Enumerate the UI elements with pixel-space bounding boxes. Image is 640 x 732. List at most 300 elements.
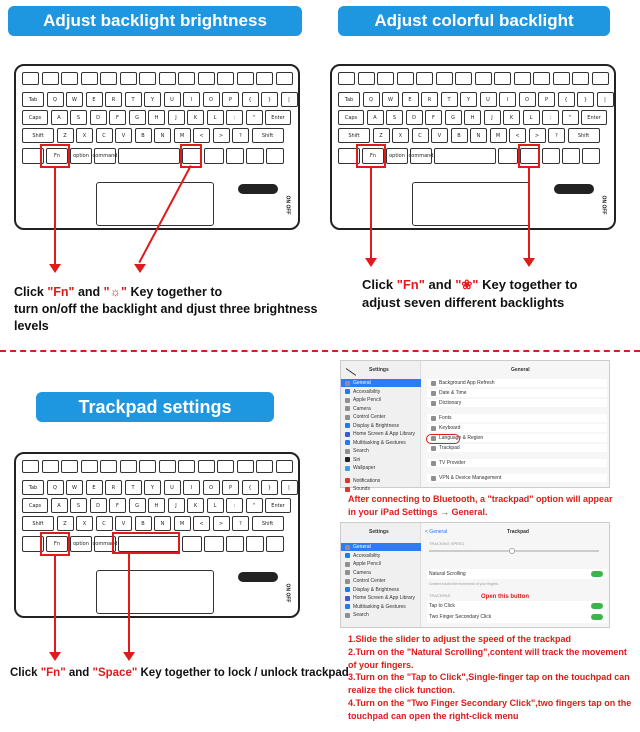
key-y: Y [460,92,477,107]
general-item-label: Dictionary [439,400,462,406]
sidebar-item[interactable] [341,430,421,438]
command-key: command [410,148,432,164]
key-u: U [164,92,181,107]
settings-icon [345,596,350,601]
sidebar-item-label: Display & Brightness [353,422,400,429]
key-v: V [115,128,132,143]
general-item-label: Date & Time [439,390,467,396]
function-key [217,460,234,473]
trackpad-option-highlight [426,434,460,444]
sidebar-item-label: Multitasking & Gestures [353,439,406,446]
key-d: D [90,110,107,125]
fn-key: Fn [46,148,68,164]
command-key: command [94,536,116,552]
command-key: command [94,148,116,164]
key-k: K [503,110,520,125]
key-": " [562,110,579,125]
banner-trackpad-settings: Trackpad settings [36,392,274,422]
function-key [256,72,273,85]
settings-icon [345,381,350,386]
function-key [436,72,453,85]
tap-to-click-label: Tap to Click [429,603,455,609]
function-key [81,460,98,473]
key-enter: Enter [265,110,291,125]
arrow-fn-1 [54,168,56,268]
arrow-fn-3 [54,556,56,656]
led-indicators [238,572,278,582]
function-key [120,460,137,473]
key-k: K [187,498,204,513]
general-item[interactable] [427,459,607,467]
key-c: C [96,516,113,531]
sidebar-item-label: General [353,544,371,550]
caption-backlight-brightness [14,284,334,335]
function-key [553,72,570,85]
sidebar-item[interactable] [341,422,421,430]
function-key [22,460,39,473]
sidebar-item[interactable] [341,388,421,396]
function-key [455,72,472,85]
slider-knob[interactable] [509,548,515,554]
key-}: } [577,92,594,107]
key-z: Z [373,128,390,143]
key-v: V [115,516,132,531]
sidebar-item[interactable] [341,464,421,472]
key-o: O [203,480,220,495]
arrow-head-color [523,258,535,267]
key-h: H [148,110,165,125]
sidebar-item[interactable] [341,569,421,577]
settings-icon [345,398,350,403]
settings-icon [431,461,436,466]
speed-label: TRACKING SPEED [429,541,465,546]
settings-icon [345,487,350,492]
caption-and: and [74,285,104,299]
key-q: Q [47,480,64,495]
key-t: T [125,480,142,495]
sidebar-item[interactable] [341,456,421,464]
sidebar-item-label: Camera [353,569,371,576]
key-x: X [392,128,409,143]
caption-click: Click [10,667,41,679]
key-i: I [183,92,200,107]
key-o: O [203,92,220,107]
key-|: | [597,92,614,107]
settings-icon [345,406,350,411]
key-y: Y [144,92,161,107]
caption-fn: "Fn" [40,667,66,679]
banner-backlight-brightness: Adjust backlight brightness [8,6,302,36]
key-a: A [367,110,384,125]
sidebar-item-label: Control Center [353,578,386,584]
key-n: N [154,516,171,531]
key-x: X [76,516,93,531]
general-item-label: Fonts [439,415,452,421]
instruction-3: 3.Turn on the "Tap to Click",Single-finger tap on the touchpad can [348,672,630,683]
speed-slider[interactable] [429,550,599,552]
key-p: P [222,480,239,495]
key-f: F [425,110,442,125]
fn-key: Fn [362,148,384,164]
arrow-up-down-key [246,536,264,552]
sidebar-item[interactable] [341,413,421,421]
key-tab: Tab [338,92,360,107]
function-key [397,72,414,85]
key-enter: Enter [265,498,291,513]
power-switch-label: ON OFF [284,583,291,603]
key-:: : [542,110,559,125]
function-key [100,72,117,85]
settings-icon [431,426,436,431]
function-key [377,72,394,85]
arrow-head-fn-2 [365,258,377,267]
function-key [533,72,550,85]
function-key [237,72,254,85]
key-|: | [281,480,298,495]
caption-fn: "Fn" [396,277,425,292]
function-key [61,72,78,85]
key-<: < [193,516,210,531]
key->: > [213,516,230,531]
sidebar-item[interactable] [341,560,421,568]
sidebar-item[interactable] [341,577,421,585]
function-key [81,72,98,85]
sidebar-item-label: Wallpaper [353,465,376,471]
arrow-up-down-key [246,148,264,164]
key-<: < [193,128,210,143]
sidebar-title: Settings [369,367,389,373]
settings-icon [345,570,350,575]
caption-space: "Space" [92,667,138,679]
bluetooth-note [348,493,628,518]
sidebar-item-label: Accessibility [353,552,381,559]
arrow-left-key [542,148,560,164]
key-j: J [168,110,185,125]
natural-scrolling-toggle[interactable] [591,571,603,577]
key-enter: Enter [581,110,607,125]
caption-key: "❀" [455,277,479,292]
key-shift: Shift [252,128,284,143]
function-key [178,460,195,473]
sidebar-item[interactable] [341,405,421,413]
arrow-head-fn-3 [49,652,61,661]
option-key-right [204,148,224,164]
key-:: : [226,110,243,125]
caption-fn: "Fn" [47,285,75,299]
function-key [42,72,59,85]
settings-icon [345,478,350,483]
key-b: B [135,516,152,531]
function-key [198,72,215,85]
sidebar-item-label: Apple Pencil [353,397,381,403]
function-key [198,460,215,473]
fn-key-highlight-3 [40,532,70,556]
function-key [159,72,176,85]
caption-rest: Key together to lock / unlock trackpad [137,667,349,679]
key-s: S [386,110,403,125]
settings-icon [345,545,350,550]
sidebar-item-label: Accessibility [353,388,381,395]
trackpad-instructions [348,633,634,722]
key-u: U [164,480,181,495]
ipad-settings-trackpad [340,522,610,628]
sidebar-item[interactable] [341,396,421,404]
caption-line2: turn on/off the backlight and djust three brightness levels [14,301,318,333]
function-key [61,460,78,473]
command-key-right [182,536,202,552]
key-d: D [406,110,423,125]
general-item[interactable] [427,444,607,452]
power-switch-label: ON OFF [284,195,291,215]
natural-scrolling-sub: Content tracks the movement of your fingers. [429,582,499,586]
key-h: H [464,110,481,125]
function-key [178,72,195,85]
option-key: option [70,148,92,164]
arrow-color [528,168,530,260]
general-item[interactable] [427,389,607,397]
key-e: E [86,480,103,495]
fn-key-highlight-2 [356,144,386,168]
arrow-space [128,554,130,656]
key-l: L [207,498,224,513]
key-}: } [261,92,278,107]
settings-icon [431,446,436,451]
sidebar-item-label: General [353,380,371,386]
arrow-head-space [123,652,135,661]
key-d: D [90,498,107,513]
caption-and: and [424,277,456,292]
function-key [256,460,273,473]
key-b: B [451,128,468,143]
settings-sidebar [341,361,421,492]
caption-trackpad [10,666,350,682]
sidebar-item-label: Apple Pencil [353,561,381,567]
settings-icon [431,416,436,421]
arrow-head-fn-1 [49,264,61,273]
instruction-2: 2.Turn on the "Natural Scrolling",content will track the movement [348,646,627,657]
function-key [572,72,589,85]
led-indicators [554,184,594,194]
settings-icon [345,449,350,454]
settings-icon [431,401,436,406]
arrow-head-backlight [134,264,146,273]
general-item[interactable] [427,474,607,482]
sidebar-item-label: Siri [353,456,361,463]
sidebar-item-label: Sounds [353,486,370,492]
natural-scrolling-label: Natural Scrolling [429,571,466,577]
sidebar-item[interactable] [341,477,421,485]
settings-icon [431,381,436,386]
fn-key: Fn [46,536,68,552]
function-key [139,72,156,85]
key-r: R [105,92,122,107]
sidebar-item[interactable] [341,603,421,611]
key-y: Y [144,480,161,495]
instruction-1: 1.Slide the slider to adjust the speed of the trackpad [348,634,572,644]
sidebar-item[interactable] [341,611,421,619]
general-item-label: Background App Refresh [439,380,495,386]
key-t: T [125,92,142,107]
sidebar-item[interactable] [341,439,421,447]
sidebar-item-label: Home Screen & App Library [353,431,415,437]
key-z: Z [57,516,74,531]
key-i: I [183,480,200,495]
key-c: C [96,128,113,143]
sidebar-item-label: Control Center [353,414,386,420]
settings-icon [345,415,350,420]
key-a: A [51,110,68,125]
instruction-4: 4.Turn on the "Two Finger Secondary Click",two fingers tap on the [348,697,632,708]
key-shift: Shift [22,516,54,531]
key-g: G [129,498,146,513]
function-key [159,460,176,473]
sidebar-item[interactable] [341,586,421,594]
sidebar-item-label: Search [353,448,369,454]
key-m: M [490,128,507,143]
settings-icon [345,389,350,394]
key-caps: Caps [22,498,48,513]
key-p: P [222,92,239,107]
key-}: } [261,480,278,495]
key-n: N [470,128,487,143]
trackpad-area [96,182,214,226]
function-key [494,72,511,85]
key-m: M [174,516,191,531]
caption-colorful-backlight [362,276,632,311]
arrow-left-key [226,148,244,164]
banner-colorful-backlight: Adjust colorful backlight [338,6,610,36]
function-key [514,72,531,85]
instruction-3b: realize the click function. [348,685,456,696]
instruction-2b: of your fingers. [348,659,414,670]
key-?: ? [232,516,249,531]
settings-icon [345,466,350,471]
key-|: | [281,92,298,107]
bluetooth-note-line1: After connecting to Bluetooth, a "trackpad" option will appear [348,494,613,504]
key-e: E [402,92,419,107]
trackpad-area [412,182,530,226]
space-key [118,148,180,164]
function-key [592,72,609,85]
key-b: B [135,128,152,143]
key-{: { [242,92,259,107]
caption-click: Click [362,277,397,292]
key-j: J [168,498,185,513]
key->: > [213,128,230,143]
general-item-label: TV Provider [439,460,466,466]
sidebar-item[interactable] [341,552,421,560]
general-item[interactable] [427,399,607,407]
general-item-label: Trackpad [439,445,460,451]
key-x: X [76,128,93,143]
function-key [22,72,39,85]
key-shift: Shift [22,128,54,143]
sidebar-item[interactable] [341,485,421,493]
settings-sidebar [341,523,421,627]
function-key [276,72,293,85]
function-key [276,460,293,473]
key-f: F [109,110,126,125]
key-w: W [382,92,399,107]
key-f: F [109,498,126,513]
arrow-right-key [266,536,284,552]
key-": " [246,110,263,125]
settings-icon [345,587,350,592]
sidebar-item[interactable] [341,594,421,602]
key-k: K [187,110,204,125]
caption-and: and [65,667,93,679]
function-key [120,72,137,85]
sidebar-item-label: Camera [353,405,371,412]
key-e: E [86,92,103,107]
key-z: Z [57,128,74,143]
sidebar-item[interactable] [341,379,421,387]
option-key-right [204,536,224,552]
settings-icon [345,562,350,567]
sidebar-item[interactable] [341,543,421,551]
general-item[interactable] [427,414,607,422]
space-key [434,148,496,164]
key-q: Q [47,92,64,107]
key-g: G [445,110,462,125]
two-finger-toggle[interactable] [591,614,603,620]
key-p: P [538,92,555,107]
two-finger-label: Two Finger Secondary Click [429,614,492,620]
caption-key: "☼" [103,285,127,299]
arrow-left-key [226,536,244,552]
function-key [338,72,355,85]
caption-click: Click [14,285,48,299]
key-u: U [480,92,497,107]
function-key [42,460,59,473]
settings-icon [345,457,350,462]
settings-icon [431,391,436,396]
color-key-highlight [518,144,540,168]
general-item-label: Keyboard [439,425,461,431]
function-key [100,460,117,473]
sidebar-title: Settings [369,529,389,535]
key-:: : [226,498,243,513]
key-j: J [484,110,501,125]
ipad-settings-general [340,360,610,492]
sidebar-item[interactable] [341,447,421,455]
tap-to-click-toggle[interactable] [591,603,603,609]
function-key [217,72,234,85]
key->: > [529,128,546,143]
settings-icon [345,604,350,609]
general-item[interactable] [427,379,607,387]
settings-icon [345,440,350,445]
key-a: A [51,498,68,513]
general-item-label: Language & Region [439,435,484,441]
key-": " [246,498,263,513]
settings-icon [345,613,350,618]
caption-line2: adjust seven different backlights [362,294,565,310]
general-item[interactable] [427,424,607,432]
back-link[interactable]: < General [425,529,448,535]
key-o: O [519,92,536,107]
key-t: T [441,92,458,107]
key-shift: Shift [568,128,600,143]
key-w: W [66,92,83,107]
key-g: G [129,110,146,125]
key-v: V [431,128,448,143]
key-caps: Caps [22,110,48,125]
sidebar-item-label: Home Screen & App Library [353,595,415,601]
key-r: R [421,92,438,107]
key-?: ? [548,128,565,143]
key-tab: Tab [22,480,44,495]
